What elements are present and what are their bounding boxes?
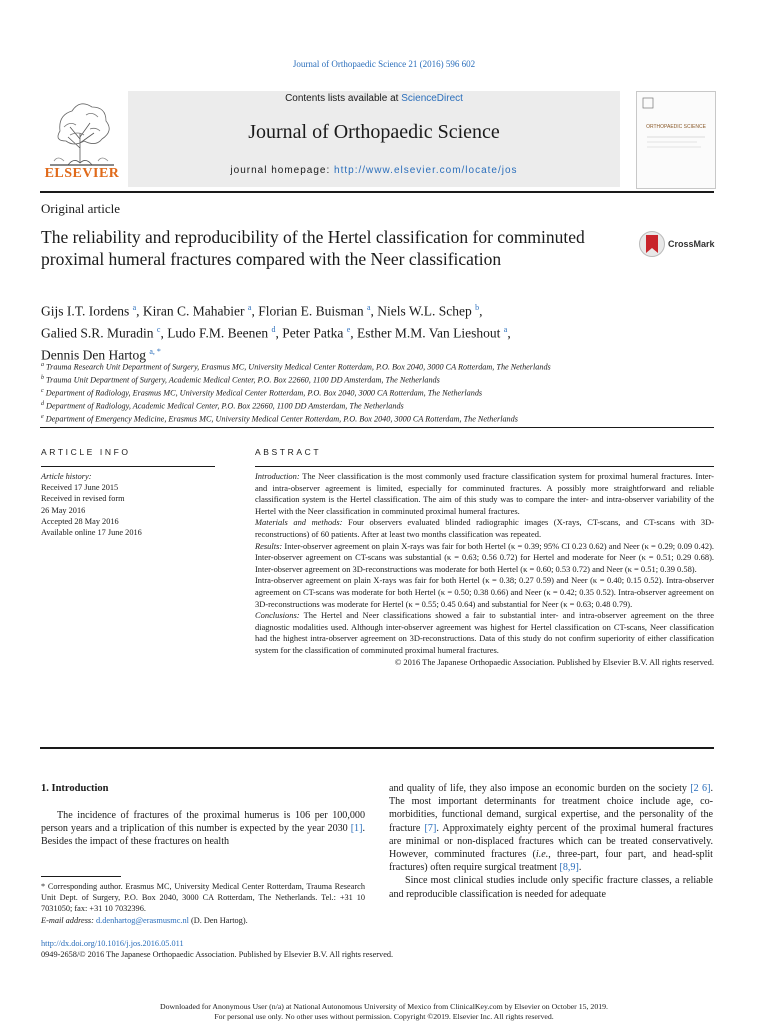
author-name: Galied S.R. Muradin xyxy=(41,325,154,341)
author-name: Florian E. Buisman xyxy=(258,303,364,319)
author-separator: , xyxy=(251,303,259,319)
history-label: Article history: xyxy=(41,472,92,481)
doi-link[interactable]: http://dx.doi.org/10.1016/j.jos.2016.05.011 xyxy=(41,939,184,948)
download-notice-line: Downloaded for Anonymous User (n/a) at National Autonomous University of Mexico from ClinicalKey.com by Elsevier on October 15, 2019. xyxy=(160,1002,608,1011)
affiliation-item xyxy=(41,412,711,425)
journal-cover-thumbnail[interactable] xyxy=(636,91,716,189)
abstract-label: Results: xyxy=(255,540,283,551)
history-item: 26 May 2016 xyxy=(41,505,86,515)
author-list xyxy=(41,299,681,365)
author-name: Kiran C. Mahabier xyxy=(142,303,245,319)
author-separator: , xyxy=(160,325,168,341)
abstract-body xyxy=(255,471,714,668)
author-name: Peter Patka xyxy=(282,325,344,341)
author-name: Niels W.L. Schep xyxy=(377,303,472,319)
author-separator: , xyxy=(370,303,378,319)
affiliation-text: Department of Radiology, Erasmus MC, University Medical Center Rotterdam, P.O. Box 2040, 3000 CA Rotterdam, The Netherlands xyxy=(45,388,483,398)
crossmark-icon xyxy=(638,229,666,259)
body-column-right xyxy=(389,782,713,901)
intro-paragraph-continued xyxy=(389,782,713,874)
abstract-text: The Hertel and Neer classifications showed a fair to substantial inter- and intra-observer agreement on the three diagnostic modalities used. Although inter-observer agreement was highest for Hertel classification on CT-scans, Neer classification had the highest intra-observer agreement on 3D-reconstructions. Data of this study do not confirm superiority of either classification system for the classification of comminuted proximal humeral fractures. xyxy=(255,610,714,655)
reference-link[interactable]: [1] xyxy=(350,823,363,835)
body-text: . xyxy=(578,862,582,874)
journal-title: Journal of Orthopaedic Science xyxy=(248,121,500,143)
download-notice xyxy=(0,1002,768,1022)
email-suffix: (D. Den Hartog). xyxy=(188,915,248,925)
history-item: Accepted 28 May 2016 xyxy=(41,516,119,526)
footnote-marker: * xyxy=(41,882,48,891)
affiliation-text: Department of Emergency Medicine, Erasmus MC, University Medical Center Rotterdam, P.O. Box 2040, 3000 CA Rotterdam, The Netherlands xyxy=(45,414,518,424)
history-item: Available online 17 June 2016 xyxy=(41,528,142,538)
author-affiliation-marker[interactable]: c xyxy=(156,325,161,334)
doi-block xyxy=(41,938,393,960)
affiliation-letter: b xyxy=(41,375,44,382)
crossmark-badge[interactable] xyxy=(638,229,718,259)
affiliation-letter: c xyxy=(41,388,44,395)
contents-prefix: Contents lists available at xyxy=(285,93,402,104)
abstract-heading: ABSTRACT xyxy=(255,447,322,457)
journal-homepage-link[interactable]: http://www.elsevier.com/locate/jos xyxy=(334,165,518,176)
author-name: Ludo F.M. Beenen xyxy=(167,325,269,341)
front-matter-rule xyxy=(40,427,714,428)
author-separator: , xyxy=(479,303,483,319)
header-rule xyxy=(40,191,714,193)
abstract-rule xyxy=(255,466,714,467)
body-text: . Approximately eighty percent of the proximal humeral fractures are minimal or non-displaced fractures which can be treated conservatively. However, comminuted fractures ( xyxy=(389,822,714,861)
body-text: and quality of life, they also impose an economic burden on the society xyxy=(389,783,691,794)
author-affiliation-marker[interactable]: a xyxy=(366,303,371,312)
affiliation-item xyxy=(41,399,711,412)
journal-citation[interactable]: Journal of Orthopaedic Science 21 (2016) 596 602 xyxy=(292,59,476,69)
abstract-text: The Neer classification is the most commonly used fracture classification system for proximal humeral fractures. Inter- and intra-observer agreement is limited, especially for comminuted fractures. A possibly more straightforward and reliable classification system is the Hertel classification. The aim of this study was to compare the inter- and intra-observer variability of the Hertel with the Neer classification in comminuted proximal humeral fractures. xyxy=(255,471,714,516)
abstract-results-continued: Intra-observer agreement on plain X-rays was fair for both Hertel (κ = 0.38; 0.27 0.59) and Neer (κ = 0.40; 0.15 0.52). Intra-observer agreement on CT-scans was moderate for both Hertel (κ = 0.50; 0.38 0.66) and Neer (κ = 0.42; 0.35 0.52). Intra-observer agreement on 3D-reconstructions was moderate for Hertel (κ = 0.55; 0.45 0.64) and substantial for Neer (κ = 0.63; 0.48 0.79). xyxy=(255,575,714,609)
author-affiliation-marker[interactable]: a, * xyxy=(149,347,161,356)
affiliation-text: Trauma Research Unit Department of Surgery, Erasmus MC, University Medical Center Rotterdam, P.O. Box 2040, 3000 CA Rotterdam, The Netherlands xyxy=(46,362,551,372)
abstract-methods xyxy=(255,517,714,540)
cover-art xyxy=(637,92,715,188)
abstract-text: Inter-observer agreement on plain X-rays was fair for both Hertel (κ = 0.39; 95% CI 0.23 0.62) and Neer (κ = 0.29; 0.09 0.42). Inter-observer agreement on CT-scans was substantial (κ = 0.63; 0.56 0.72) for Hertel and moderate for Neer (κ = 0.51; 0.29 0.68). Inter-observer agreement on 3D-reconstructions was moderate for both Hertel (κ = 0.60; 0.53 0.72) and Neer (κ = 0.51; 0.39 0.58). xyxy=(255,540,714,574)
affiliation-item xyxy=(41,386,711,399)
article-type: Original article xyxy=(41,201,121,216)
contents-line xyxy=(128,93,620,104)
section-heading-introduction: 1. Introduction xyxy=(41,783,109,794)
abstract-label: Materials and methods: xyxy=(255,517,343,528)
author-separator: , xyxy=(350,325,358,341)
abstract-text: Four observers evaluated blinded radiographic images (X-rays, CT-scans, and CT-scans with 3D-reconstructions) of 60 patients. After at least two months classification was repeated. xyxy=(255,517,714,539)
affiliation-text: Department of Radiology, Academic Medical Center, P.O. Box 22660, 1100 DD Amsterdam, The Netherlands xyxy=(46,401,404,411)
article-history xyxy=(41,471,215,538)
author-affiliation-marker[interactable]: a xyxy=(503,325,508,334)
author-separator: , xyxy=(507,325,511,341)
intro-paragraph: Since most clinical studies include only specific fracture classes, a reliable and reproducible classification is needed for adequate xyxy=(389,875,713,900)
affiliation-letter: e xyxy=(41,414,44,421)
reference-link[interactable]: [2 6] xyxy=(690,783,711,794)
publisher-logo-text: ELSEVIER xyxy=(44,166,120,181)
article-info-heading: ARTICLE INFO xyxy=(41,447,131,457)
reference-link[interactable]: [8,9] xyxy=(559,862,579,874)
author-affiliation-marker[interactable]: b xyxy=(475,303,480,312)
author-name: Esther M.M. Van Lieshout xyxy=(357,325,501,341)
crossmark-label: CrossMark xyxy=(668,239,715,249)
abstract-results xyxy=(255,541,714,576)
abstract-label: Conclusions: xyxy=(255,610,300,621)
affiliation-list xyxy=(41,360,711,425)
reference-link[interactable]: [7] xyxy=(424,822,437,834)
author-affiliation-marker[interactable]: a xyxy=(247,303,252,312)
history-item: Received 17 June 2015 xyxy=(41,483,119,493)
journal-homepage-line xyxy=(128,165,620,176)
abstract-copyright: © 2016 The Japanese Orthopaedic Association. Published by Elsevier B.V. All rights reserved. xyxy=(394,656,714,667)
corresponding-author-footnote xyxy=(41,881,365,926)
issn-line: 0949-2658/© 2016 The Japanese Orthopaedic Association. Published by Elsevier B.V. All rights reserved. xyxy=(41,950,394,960)
body-text-italic: i.e. xyxy=(535,849,549,861)
email-link[interactable]: d.denhartog@erasmusmc.nl xyxy=(96,915,189,925)
body-text: The incidence of fractures of the proximal humerus is 106 per 100,000 person years and a triplication of this number is expected by the year 2030 xyxy=(41,810,365,835)
author-affiliation-marker[interactable]: e xyxy=(346,325,351,334)
body-column-left xyxy=(41,809,365,849)
affiliation-item xyxy=(41,373,711,386)
body-text: . The most important determinants for treatment choice include age, co-morbidities, functional demand, surgical expertise, and the personality of the fracture xyxy=(389,783,713,834)
author-separator: , xyxy=(136,303,143,319)
author-affiliation-marker[interactable]: d xyxy=(271,325,276,334)
author-separator: , xyxy=(275,325,283,341)
abstract-bottom-rule xyxy=(40,747,714,749)
email-label: E-mail address: xyxy=(41,915,94,925)
body-text: , three-part, four part, and head-split fractures) often require surgical treatment xyxy=(389,849,713,874)
affiliation-letter: a xyxy=(41,362,44,368)
article-info-rule xyxy=(41,466,215,467)
affiliation-text: Trauma Unit Department of Surgery, Academic Medical Center, P.O. Box 22660, 1100 DD Amsterdam, The Netherlands xyxy=(46,375,440,385)
abstract-label: Introduction: xyxy=(255,471,300,481)
body-text: . Besides the impact of these fractures on health xyxy=(41,823,365,848)
article-title: The reliability and reproducibility of the Hertel classification for comminuted proximal humeral fractures compared with the Neer classification xyxy=(41,227,585,269)
download-notice-line: For personal use only. No other uses without permission. Copyright ©2019. Elsevier Inc. All rights reserved. xyxy=(214,1011,554,1021)
footnote-rule xyxy=(41,876,121,877)
cover-title: ORTHOPAEDIC SCIENCE xyxy=(646,124,706,130)
affiliation-letter: d xyxy=(41,401,44,408)
affiliation-item xyxy=(41,360,711,373)
abstract-conclusions xyxy=(255,610,714,656)
intro-paragraph xyxy=(41,809,365,849)
footnote-text: Corresponding author. Erasmus MC, University Medical Center Rotterdam, Trauma Research Unit Dept. of Surgery, P.O. Box 2040, 3000 CA Rotterdam, The Netherlands. Tel.: +31 10 7031050; fax: +31 10 7032396. xyxy=(41,882,365,914)
history-item: Received in revised form xyxy=(41,494,125,504)
sciencedirect-link[interactable]: ScienceDirect xyxy=(401,93,463,104)
author-name: Gijs I.T. Iordens xyxy=(41,303,130,319)
homepage-prefix: journal homepage: xyxy=(230,165,335,176)
author-affiliation-marker[interactable]: a xyxy=(132,303,137,312)
abstract-introduction xyxy=(255,471,714,517)
author-name: Dennis Den Hartog xyxy=(41,347,146,363)
